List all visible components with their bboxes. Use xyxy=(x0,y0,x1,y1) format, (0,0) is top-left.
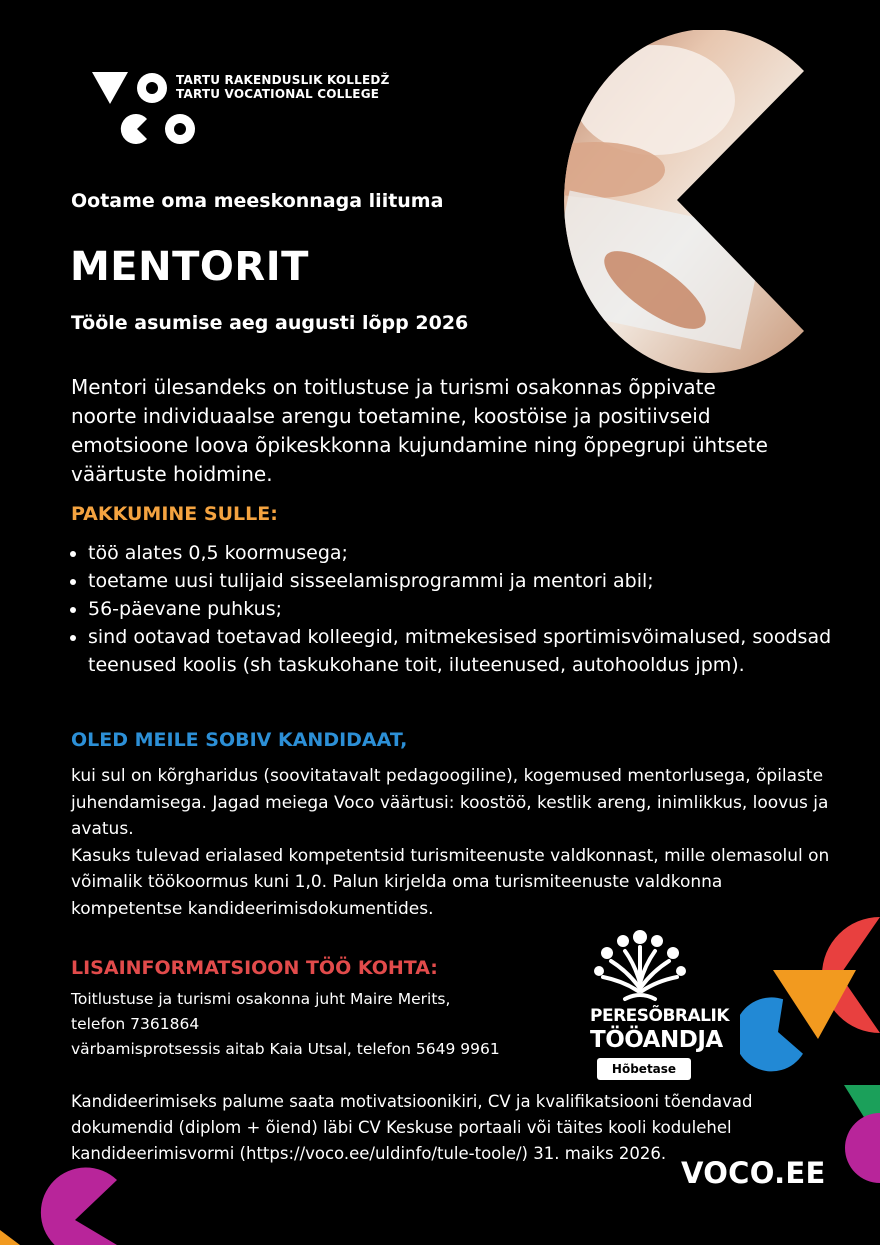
offer-heading: PAKKUMINE SULLE: xyxy=(71,503,278,525)
offer-item: • 56-päevane puhkus; xyxy=(88,595,868,623)
family-tree-icon xyxy=(585,925,695,1005)
offer-item: • töö alates 0,5 koormusega; xyxy=(88,539,868,567)
contact-line: värbamisprotsessis aitab Kaia Utsal, telefon 5649 9961 xyxy=(71,1040,500,1058)
badge-title-line1: PERESÕBRALIK xyxy=(590,1006,730,1026)
start-date: Tööle asumise aeg augusti lõpp 2026 xyxy=(71,312,469,334)
offer-list xyxy=(68,539,868,679)
college-name-english: TARTU VOCATIONAL COLLEGE xyxy=(176,87,380,101)
intro-text: Ootame oma meeskonnaga liituma xyxy=(71,190,444,212)
college-name-block xyxy=(176,73,389,101)
candidate-text xyxy=(71,763,831,922)
job-title: MENTORIT xyxy=(70,244,309,290)
contact-info xyxy=(71,987,591,1062)
candidate-heading: OLED MEILE SOBIV KANDIDAAT, xyxy=(71,729,408,751)
contact-line: Toitlustuse ja turismi osakonna juht Maire Merits, xyxy=(71,990,451,1008)
hero-photo xyxy=(515,30,805,375)
college-name-estonian: TARTU RAKENDUSLIK KOLLEDŽ xyxy=(176,73,390,87)
contact-line: telefon 7361864 xyxy=(71,1015,200,1033)
info-heading: LISAINFORMATSIOON TÖÖ KOHTA: xyxy=(71,957,438,979)
decorative-shapes xyxy=(740,915,880,1245)
website-link[interactable]: VOCO.EE xyxy=(681,1156,826,1190)
badge-level: Hõbetase xyxy=(597,1058,691,1080)
badge-title-line2: TÖÖANDJA xyxy=(590,1027,723,1053)
application-instructions: Kandideerimiseks palume saata motivatsioonikiri, CV ja kvalifikatsiooni tõendavad dokumendid (diplom + õiend) läbi CV Keskuse portaali või täites kooli kodulehel kandideerimisvormi (https://voco.ee/uldinfo/tule-toole/) 31. maiks 2026. xyxy=(71,1092,753,1163)
decorative-shapes xyxy=(0,1160,130,1245)
candidate-paragraph: Kasuks tulevad erialased kompetentsid turismiteenuste valdkonnast, mille olemasolul on võimalik töökoormus kuni 1,0. Palun kirjelda oma turismiteenuste valdkonna kompetentse kandideerimisdokumentides. xyxy=(71,845,830,919)
job-description: Mentori ülesandeks on toitlustuse ja turismi osakonnas õppivate noorte individuaalse arengu toetamine, koostöise ja positiivseid emotsioone loova õpikeskkonna kujundamine ning õppegrupi ühtsete väärtuste hoidmine. xyxy=(71,375,768,486)
offer-item: • sind ootavad toetavad kolleegid, mitmekesised sportimisvõimalused, soodsad teenused koolis (sh taskukohane toit, iluteenused, autohooldus jpm). xyxy=(88,623,868,679)
offer-item: • toetame uusi tulijaid sisseelamisprogrammi ja mentori abil; xyxy=(88,567,868,595)
candidate-paragraph: kui sul on kõrgharidus (soovitatavalt pedagoogiline), kogemused mentorlusega, õpilaste juhendamisega. Jagad meiega Voco väärtusi: koostöö, kestlik areng, inimlikkus, loovus ja avatus. xyxy=(71,766,829,839)
